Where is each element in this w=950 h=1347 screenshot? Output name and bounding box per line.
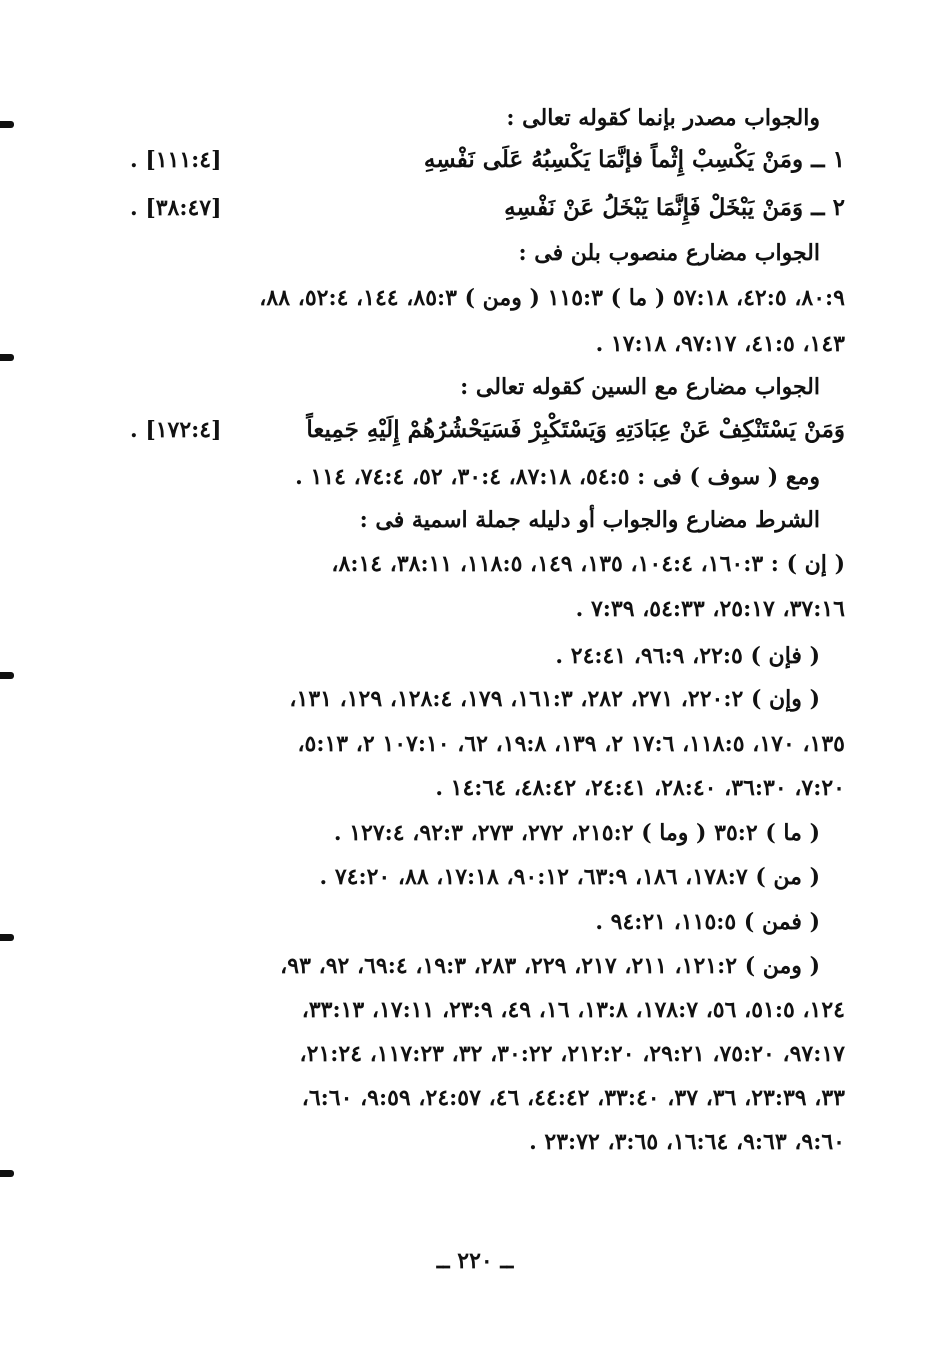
reference-line: ٣٧:١٦، ٢٥:١٧، ٥٤:٣٣، ٧:٣٩ .	[575, 596, 845, 622]
section-heading: الشرط مضارع والجواب أو دليله جملة اسمية فى :	[359, 507, 820, 533]
page-number: ــ ٢٢٠ ــ	[436, 1248, 514, 1274]
reference-line: ( فإن ) ٢٢:٥، ٩٦:٩، ٢٤:٤١ .	[555, 643, 820, 669]
quran-verse-2: ٢ ــ وَمَنْ يَبْخَلْ فَإِنَّمَا يَبْخَلُ عَنْ نَفْسِهِ	[504, 194, 845, 221]
verse-ref-2: [٣٨:٤٧] .	[130, 195, 222, 221]
binding-mark	[0, 121, 14, 128]
section-heading: الجواب مضارع مع السين كقوله تعالى :	[460, 374, 820, 400]
quran-verse-3: وَمَنْ يَسْتَنْكِفْ عَنْ عِبَادَتِهِ وَيَسْتَكْبِرْ فَسَيَحْشُرُهُمْ إِلَيْهِ جَمِيعاً	[306, 416, 845, 443]
binding-mark	[0, 934, 14, 941]
reference-line: ٩٧:١٧، ٧٥:٢٠، ٢٩:٢١، ٢١٢:٢٠، ٣٠:٢٢، ٣٢، ١١٧:٢٣، ٢١:٢٤،	[299, 1041, 845, 1067]
text-line: والجواب مصدر بإنما كقوله تعالى :	[506, 105, 820, 131]
reference-line: ( فمن ) ١١٥:٥، ٩٤:٢١ .	[595, 909, 820, 935]
reference-line: ١٣٥، ١٧٠، ١١٨:٥، ١٧:٦ ٢، ١٣٩، ١٩:٨، ٦٢، ١٠٧:١٠ ٢، ٥:١٣،	[297, 731, 845, 757]
binding-mark	[0, 672, 14, 679]
reference-line: ٩:٦٠، ٩:٦٣، ١٦:٦٤، ٣:٦٥، ٢٣:٧٢ .	[529, 1129, 845, 1155]
reference-line: ومع ( سوف ) فى : ٥٤:٥، ٨٧:١٨، ٣٠:٤، ٥٢، ٧٤:٤، ١١٤ .	[295, 464, 820, 490]
verse-ref-3: [١٧٢:٤] .	[130, 417, 222, 443]
section-heading: الجواب مضارع منصوب بلن فى :	[518, 240, 820, 266]
reference-line: ( ومن ) ١٢١:٢، ٢١١، ٢١٧، ٢٢٩، ٢٨٣، ١٩:٣، ٦٩:٤، ٩٢، ٩٣،	[280, 953, 820, 979]
reference-line: ( ما ) ٣٥:٢ ( وما ) ٢١٥:٢، ٢٧٢، ٢٧٣، ٩٢:٣، ١٢٧:٤ .	[333, 820, 820, 846]
binding-mark	[0, 1170, 14, 1177]
reference-line: ١٤٣، ٤١:٥، ٩٧:١٧، ١٧:١٨ .	[595, 331, 845, 357]
quran-verse-1: ١ ــ ومَنْ يَكْسِبْ إِثْماً فإنَّمَا يَكْسِبُهُ عَلَى نَفْسِهِ	[423, 146, 845, 173]
binding-mark	[0, 354, 14, 361]
reference-line: ٧:٢٠، ٣٦:٣٠، ٢٨:٤٠، ٢٤:٤١، ٤٨:٤٢، ١٤:٦٤ .	[435, 775, 845, 801]
reference-line: ٣٣، ٢٣:٣٩، ٣٦، ٣٧، ٣٣:٤٠، ٤٤:٤٢، ٤٦، ٢٤:٥٧، ٩:٥٩، ٦:٦٠،	[301, 1085, 845, 1111]
reference-line: ( وإن ) ٢٢٠:٢، ٢٧١، ٢٨٢، ١٦١:٣، ١٧٩، ١٢٨:٤، ١٢٩، ١٣١،	[289, 686, 820, 712]
reference-line: ٨٠:٩، ٤٢:٥، ٥٧:١٨ ( ما ) ١١٥:٣ ( ومن ) ٨٥:٣، ١٤٤، ٥٢:٤، ٨٨،	[259, 285, 845, 311]
verse-ref-1: [١١١:٤] .	[130, 147, 222, 173]
reference-line: ( من ) ١٧٨:٧، ١٨٦، ٦٣:٩، ٩٠:١٢، ١٧:١٨، ٨٨، ٧٤:٢٠ .	[319, 864, 820, 890]
reference-line: ١٢٤، ٥١:٥، ٥٦، ١٧٨:٧، ١٣:٨، ١٦، ٤٩، ٢٣:٩، ١٧:١١، ٣٣:١٣،	[301, 997, 845, 1023]
reference-line: ( إن ) : ١٦٠:٣، ١٠٤:٤، ١٣٥، ١٤٩، ١١٨:٥، ٣٨:١١، ٨:١٤،	[331, 551, 845, 577]
